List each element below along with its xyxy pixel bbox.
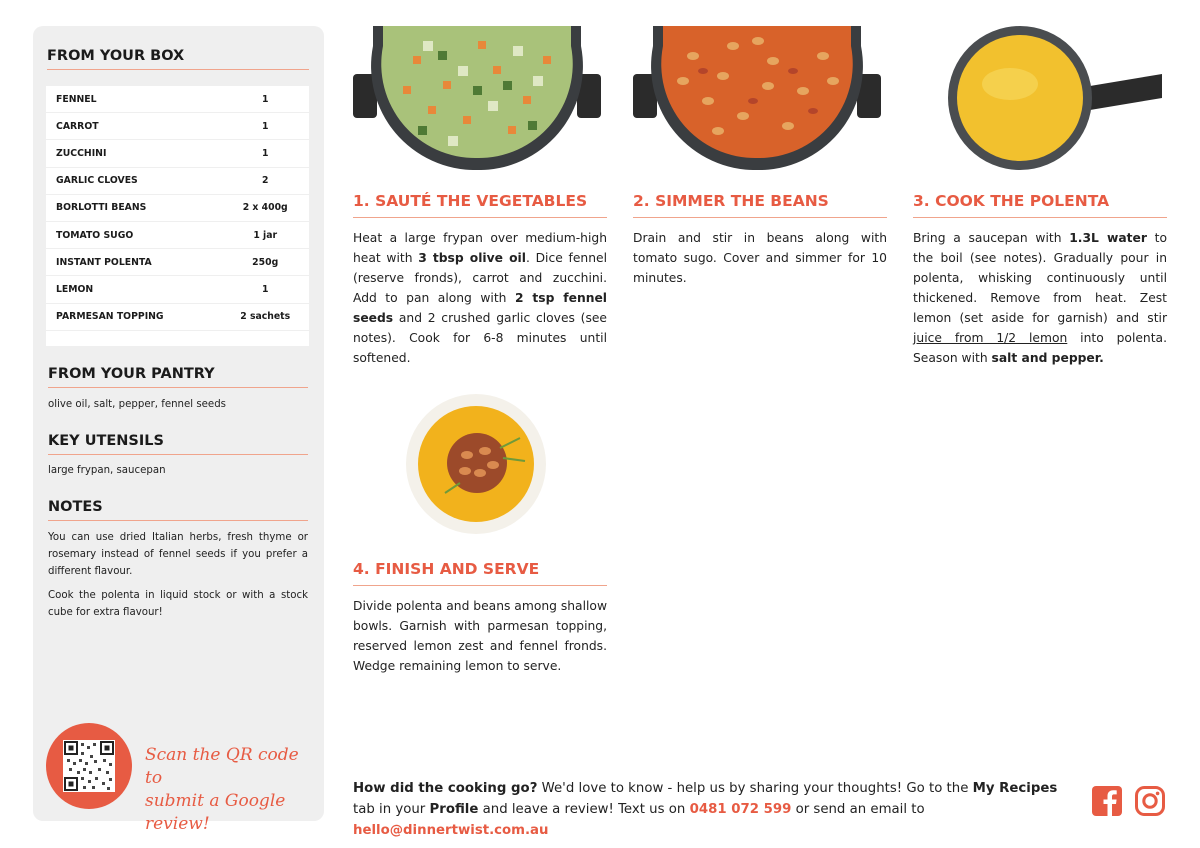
box-item-qty: 1 jar bbox=[253, 229, 278, 241]
review-footer bbox=[353, 778, 1073, 841]
box-item-row bbox=[46, 195, 309, 222]
box-item-qty: 1 bbox=[261, 120, 269, 132]
box-item-qty: 1 bbox=[261, 93, 269, 105]
box-item-row bbox=[46, 140, 309, 167]
step-3-title: 3. COOK THE POLENTA bbox=[913, 192, 1167, 218]
text-run: 2 tsp fennel seeds bbox=[353, 291, 608, 325]
step-2-title: 2. SIMMER THE BEANS bbox=[633, 192, 887, 218]
box-item-name: ZUCCHINI bbox=[56, 147, 107, 159]
text-run: Drain and stir in beans along with tomato sugo. Cover and simmer for 10 minutes. bbox=[633, 231, 887, 285]
box-item-row bbox=[46, 222, 309, 249]
text-run: Heat a large frypan over medium-high heat with bbox=[353, 231, 607, 265]
step-1-text bbox=[353, 228, 607, 368]
text-run: to the boil (see notes). Gradually pour in polenta, whisking continuously until thickened. Remove from heat. Zest lemon (set aside for garnish) and stir bbox=[913, 231, 1167, 325]
instagram-icon[interactable] bbox=[1134, 785, 1166, 817]
text-run: . Dice fennel (reserve fronds), carrot and zucchini. Add to pan along with bbox=[353, 251, 607, 305]
step-1-photo bbox=[353, 26, 601, 170]
from-your-pantry-title: FROM YOUR PANTRY bbox=[48, 366, 308, 388]
box-item-name: INSTANT POLENTA bbox=[56, 256, 152, 268]
step-4-text bbox=[353, 596, 607, 676]
box-item-row bbox=[46, 249, 309, 276]
box-item-qty: 1 bbox=[261, 283, 269, 295]
text-run: and leave a review! Text us on bbox=[478, 802, 690, 817]
key-utensils-title: KEY UTENSILS bbox=[48, 433, 308, 455]
box-item-name: LEMON bbox=[56, 283, 94, 295]
notes-title: NOTES bbox=[48, 499, 308, 521]
from-your-box-title: FROM YOUR BOX bbox=[47, 48, 309, 70]
text-run: or send an email to bbox=[791, 802, 925, 817]
text-run: Bring a saucepan with bbox=[913, 231, 1070, 245]
box-item-name: GARLIC CLOVES bbox=[56, 175, 138, 187]
text-run: into polenta. Season with bbox=[913, 331, 1167, 365]
text-run: Divide polenta and beans among shallow bowls. Garnish with parmesan topping, reserved lemon zest and fennel fronds. Wedge remaining lemon to serve. bbox=[353, 599, 607, 673]
box-item-qty: 2 bbox=[261, 175, 269, 187]
text-run: We'd love to know - help us by sharing your thoughts! Go to the bbox=[537, 781, 973, 796]
text-run: and 2 crushed garlic cloves (see notes). Cook for 6-8 minutes until softened. bbox=[353, 311, 607, 365]
box-item-row bbox=[46, 304, 309, 331]
step-2-text bbox=[633, 228, 887, 288]
utensils-text: large frypan, saucepan bbox=[48, 465, 166, 476]
step-1-title: 1. SAUTÉ THE VEGETABLES bbox=[353, 192, 607, 218]
box-item-qty: 1 bbox=[261, 147, 269, 159]
text-run: juice from 1/2 lemon bbox=[913, 331, 1068, 345]
qr-code[interactable] bbox=[63, 740, 115, 792]
step-2-photo bbox=[633, 26, 881, 170]
box-item-row bbox=[46, 86, 309, 113]
box-item-qty: 2 x 400g bbox=[242, 202, 288, 214]
box-item-name: CARROT bbox=[56, 120, 99, 132]
box-items-table bbox=[46, 86, 309, 346]
facebook-icon[interactable] bbox=[1091, 785, 1123, 817]
step-4-photo bbox=[405, 393, 547, 535]
box-item-row bbox=[46, 113, 309, 140]
box-item-row bbox=[46, 276, 309, 303]
note-2: Cook the polenta in liquid stock or with a stock cube for extra flavour! bbox=[48, 590, 308, 618]
box-item-qty: 250g bbox=[252, 256, 279, 268]
text-run: salt and pepper. bbox=[991, 351, 1104, 365]
text-run: 1.3L water bbox=[1069, 231, 1147, 245]
box-item-name: TOMATO SUGO bbox=[56, 229, 134, 241]
qr-badge bbox=[46, 723, 132, 809]
note-1: You can use dried Italian herbs, fresh thyme or rosemary instead of fennel seeds if you prefer a different flavour. bbox=[48, 532, 308, 577]
qr-caption-line-2: submit a Google review! bbox=[145, 791, 286, 834]
qr-caption bbox=[145, 744, 320, 836]
ingredients-sidebar bbox=[33, 26, 324, 834]
step-4-title: 4. FINISH AND SERVE bbox=[353, 560, 607, 586]
contact-link[interactable]: hello@dinnertwist.com.au bbox=[353, 823, 549, 838]
text-run: How did the cooking go? bbox=[353, 781, 538, 796]
step-3-text bbox=[913, 228, 1167, 368]
box-item-qty: 2 sachets bbox=[240, 311, 291, 323]
text-run: Profile bbox=[429, 802, 479, 817]
pantry-text: olive oil, salt, pepper, fennel seeds bbox=[48, 399, 226, 410]
text-run: 3 tbsp olive oil bbox=[418, 251, 526, 265]
box-item-name: FENNEL bbox=[56, 93, 97, 105]
box-item-name: BORLOTTI BEANS bbox=[56, 202, 147, 214]
contact-link[interactable]: 0481 072 599 bbox=[689, 802, 792, 817]
step-3-photo bbox=[940, 26, 1162, 170]
text-run: tab in your bbox=[353, 802, 430, 817]
box-item-row bbox=[46, 168, 309, 195]
qr-caption-line-1: Scan the QR code to bbox=[145, 745, 299, 788]
text-run: My Recipes bbox=[972, 781, 1058, 796]
box-item-name: PARMESAN TOPPING bbox=[56, 311, 164, 323]
